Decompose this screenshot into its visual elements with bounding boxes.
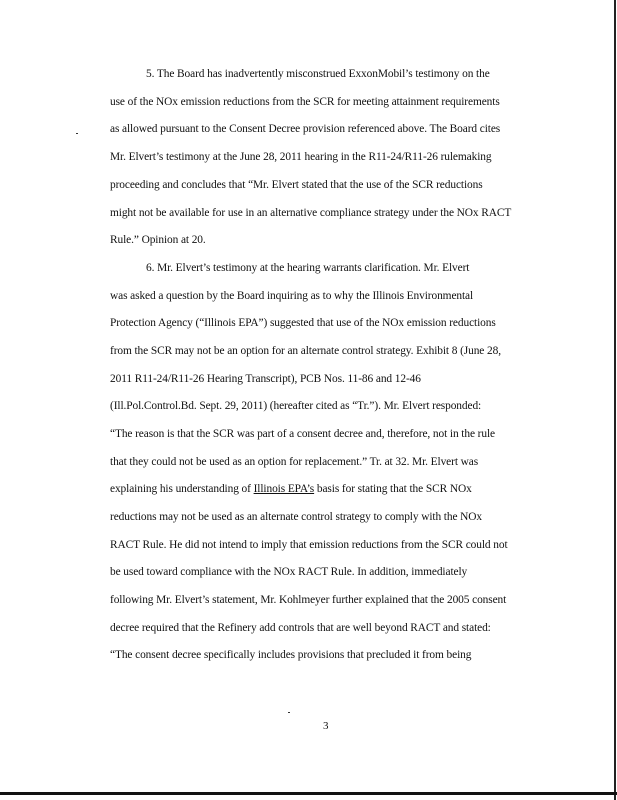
text-line: from the SCR may not be an option for an alternate control strategy. Exhibit 8 (June 28, <box>110 345 501 357</box>
text-line: be used toward compliance with the NOx RACT Rule. In addition, immediately <box>110 566 468 578</box>
text-line: decree required that the Refinery add controls that are well beyond RACT and stated: <box>110 622 491 634</box>
text-line: reductions may not be used as an alternate control strategy to comply with the NOx <box>110 511 483 523</box>
text-line: Rule.” Opinion at 20. <box>110 234 206 246</box>
text-line: Protection Agency (“Illinois EPA”) suggested that use of the NOx emission reductions <box>110 317 496 329</box>
text-line: proceeding and concludes that “Mr. Elvert stated that the use of the SCR reductions <box>110 179 483 191</box>
page-number: 3 <box>323 720 329 732</box>
text-line: use of the NOx emission reductions from the SCR for meeting attainment requirements <box>110 96 500 108</box>
text-line: as allowed pursuant to the Consent Decree provision referenced above. The Board cites <box>110 123 501 135</box>
text-line: “The consent decree specifically includes provisions that precluded it from being <box>110 649 472 661</box>
text-line: 5. The Board has inadvertently misconstrued ExxonMobil’s testimony on the <box>146 68 490 80</box>
text-line: (Ill.Pol.Control.Bd. Sept. 29, 2011) (hereafter cited as “Tr.”). Mr. Elvert responded: <box>110 400 482 412</box>
scan-speck <box>288 712 290 713</box>
scan-edge-right <box>614 0 616 800</box>
text-line: 2011 R11-24/R11-26 Hearing Transcript), PCB Nos. 11-86 and 12-46 <box>110 373 421 385</box>
text-line: “The reason is that the SCR was part of a consent decree and, therefore, not in the rule <box>110 428 495 440</box>
text-line: was asked a question by the Board inquiring as to why the Illinois Environmental <box>110 290 474 302</box>
text-line: following Mr. Elvert’s statement, Mr. Kohlmeyer further explained that the 2005 consent <box>110 594 507 606</box>
scan-speck <box>76 133 78 134</box>
text-segment: explaining his understanding of <box>110 483 254 495</box>
text-line <box>110 482 472 496</box>
underlined-text: Illinois EPA’s <box>253 483 315 495</box>
text-line: 6. Mr. Elvert’s testimony at the hearing warrants clarification. Mr. Elvert <box>146 262 470 274</box>
text-line: Mr. Elvert’s testimony at the June 28, 2011 hearing in the R11-24/R11-26 rulemaking <box>110 151 492 163</box>
text-segment: basis for stating that the SCR NOx <box>314 483 472 495</box>
scan-edge-bottom <box>0 792 617 795</box>
text-line: that they could not be used as an option for replacement.” Tr. at 32. Mr. Elvert was <box>110 456 479 468</box>
text-line: might not be available for use in an alternative compliance strategy under the NOx RACT <box>110 207 512 219</box>
text-line: RACT Rule. He did not intend to imply that emission reductions from the SCR could not <box>110 539 508 551</box>
